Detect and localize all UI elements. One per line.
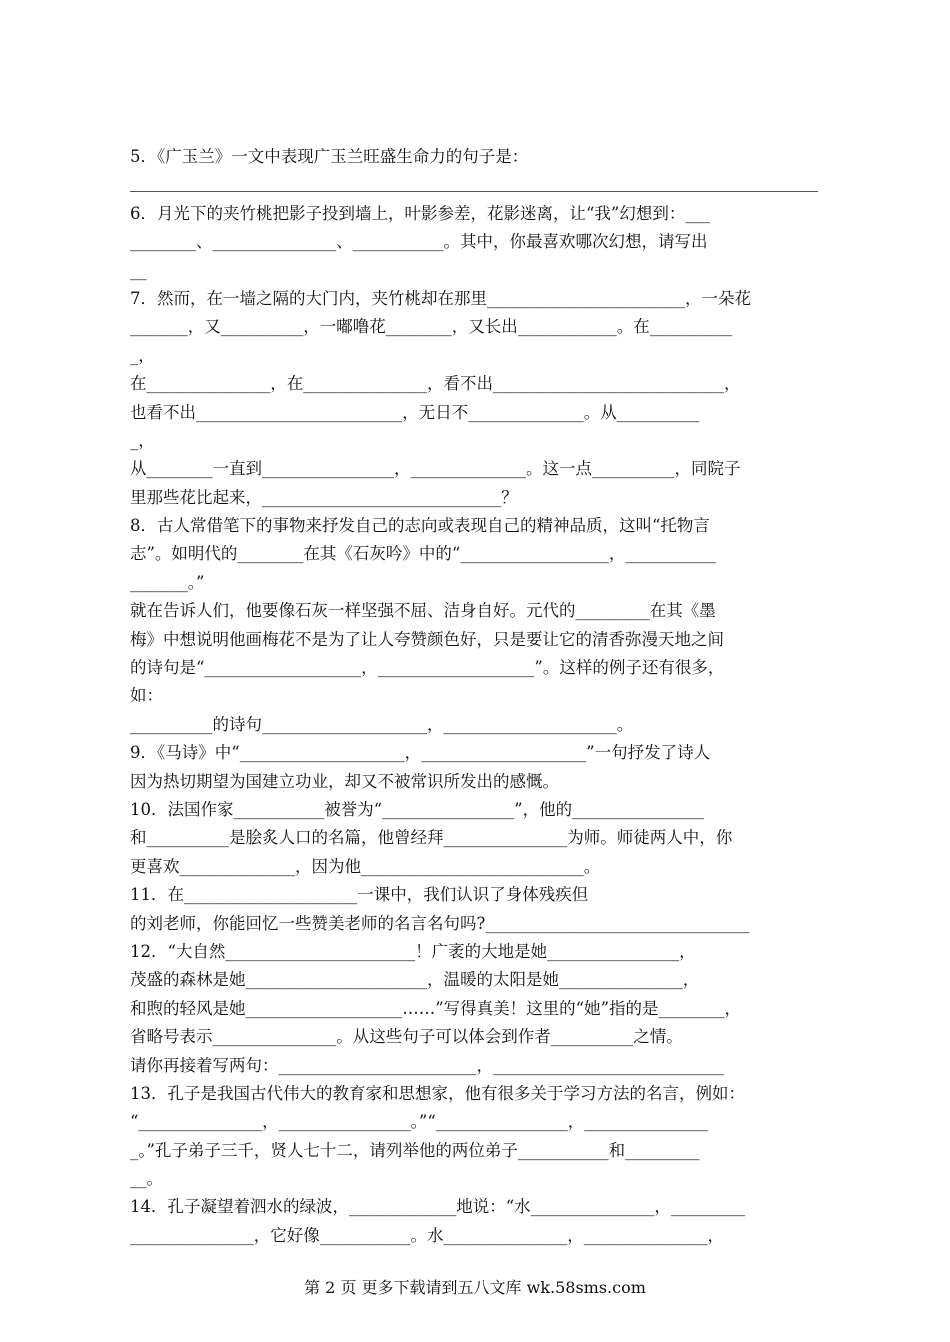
text-line: 也看不出_________________________，无日不______________。从__________: [130, 402, 700, 422]
text-line: __: [130, 260, 147, 280]
text-line: 的诗句是“___________________，___________________”。这样的例子还有很多，: [130, 658, 725, 678]
text-line: 志”。如明代的________在其《石灰吟》中的“__________________，___________: [130, 544, 717, 564]
text-line: 7．然而，在一墙之隔的大门内，夹竹桃却在那里________________________，一朵花: [130, 288, 751, 308]
text-line: _，: [130, 430, 155, 450]
text-line: 13．孔子是我国古代伟大的教育家和思想家，他有很多关于学习方法的名言，例如：: [130, 1083, 745, 1103]
text-line: [130, 171, 822, 199]
text-line: 8．古人常借笔下的事物来抒发自己的志向或表现自己的精神品质，这叫“托物言: [130, 516, 710, 536]
text-line: 因为热切期望为国建立功业，却又不被常识所发出的感慨。: [130, 771, 559, 791]
text-line: 的刘老师，你能回忆一些赞美老师的名言名句吗?________________________________: [130, 913, 750, 933]
text-line: _。”孔子弟子三千，贤人七十二，请列举他的两位弟子___________和_________: [130, 1140, 700, 1160]
text-line: “_______________，________________。”“________________，_______________: [130, 1112, 709, 1132]
text-line: _，: [130, 345, 155, 365]
text-line: 在_______________，在_______________，看不出____________________________，: [130, 374, 741, 394]
text-line: 请你再接着写两句：________________________，____________________________: [130, 1055, 724, 1075]
text-line: 6．月光下的夹竹桃把影子投到墙上，叶影参差，花影迷离，让“我”幻想到：___: [130, 203, 711, 223]
text-line: 茂盛的森林是她______________________，温暖的太阳是她_______________，: [130, 970, 700, 990]
text-line: 省略号表示_______________。从这些句子可以体会到作者__________之情。: [130, 1027, 683, 1047]
text-line: 9．《马诗》中“____________________，____________________”一句抒发了诗人: [130, 743, 711, 763]
text-line: ________、_______________、___________。其中，你最喜欢哪次幻想，请写出: [130, 232, 708, 252]
text-line: 14．孔子凝望着泗水的绿波，_____________地说：“水_______________，_________: [130, 1197, 746, 1217]
text-line: 就在告诉人们，他要像石灰一样坚强不屈、洁身自好。元代的_________在其《墨: [130, 601, 716, 621]
page-footer: 第 2 页 更多下载请到五八文库 wk.58sms.com: [304, 1278, 646, 1297]
text-line: __。: [130, 1169, 163, 1189]
text-line: 5．《广玉兰》一文中表现广玉兰旺盛生命力的句子是：: [130, 147, 529, 166]
text-line: _______。”: [130, 572, 205, 592]
text-line: 和__________是脍炙人口的名篇，他曾经拜_______________为师。师徒两人中，你: [130, 828, 733, 848]
document-body: [130, 143, 822, 1250]
text-line: _______________，它好像___________。水_______________，_______________，: [130, 1225, 724, 1245]
text-line: 11．在_____________________一课中，我们认识了身体残疾但: [130, 885, 589, 905]
text-line: 更喜欢______________，因为他___________________________。: [130, 856, 601, 876]
text-line: 从________一直到________________，______________。这一点__________，同院子: [130, 459, 741, 479]
text-line: __________的诗句____________________，_____________________。: [130, 714, 634, 734]
text-line: 和煦的轻风是她___________________……”写得真美！这里的“她”指的是________，: [130, 998, 742, 1018]
text-line: 如：: [130, 686, 163, 706]
text-line: 里那些花比起来，_____________________________？: [130, 487, 518, 507]
text-line: _______，又__________，一嘟噜花________，又长出____________。在__________: [130, 317, 733, 337]
text-line: 12．“大自然_______________________！广袤的大地是她________________，: [130, 941, 696, 961]
text-line: 10．法国作家___________被誉为“________________”，他的________________: [130, 799, 705, 819]
text-line: 梅》中想说明他画梅花不是为了让人夸赞颜色好，只是要让它的清香弥漫天地之间: [130, 629, 724, 649]
